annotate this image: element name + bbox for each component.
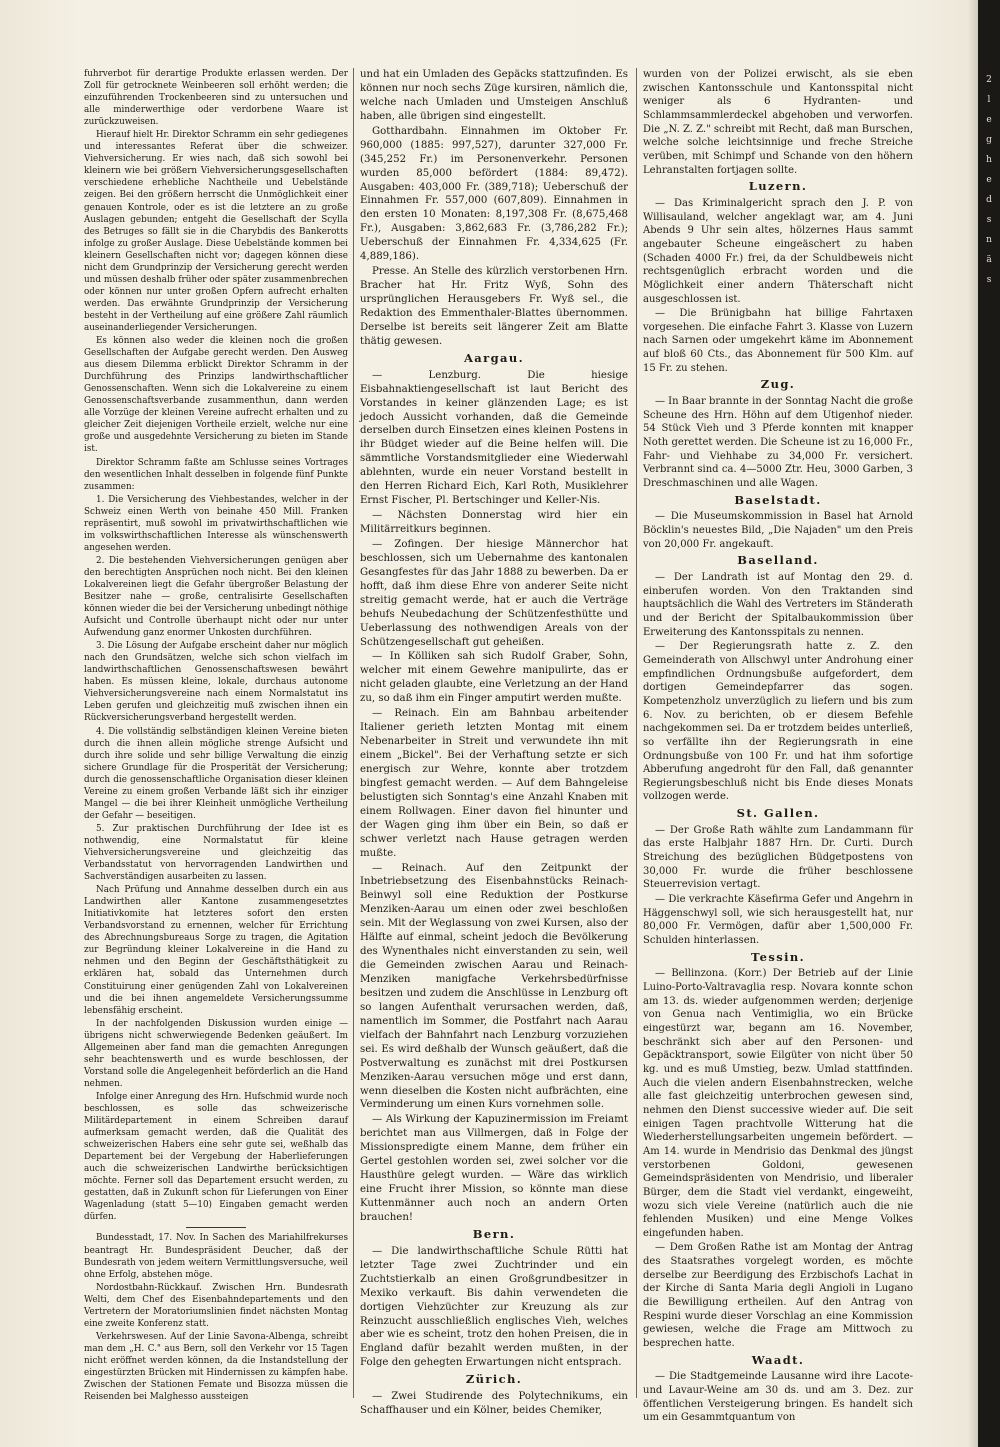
section-heading-baselstadt: Baselstadt. <box>734 492 822 507</box>
paragraph: — Die landwirthschaftliche Schule Rütti hat letzter Tage zwei Zuchtrinder und ein Zuchtstierkalb an einen Großgrundbesitzer in Mexiko verkauft. Bis dahin verwendeten die dortigen Viehzüchter zur Kreuzung als zur Reinzucht ausschließlich englisches Vieh, welches aber wie es scheint, trotz den hohen Preisen, die in England dafür bezahlt werden mußten, in der Folge den gehegten Erwartungen nicht entsprach. <box>360 1245 628 1369</box>
bleed-letter: s <box>986 275 992 285</box>
column-2 <box>360 68 628 1419</box>
paragraph: In der nachfolgenden Diskussion wurden einige — übrigens nicht schwerwiegende Bedenken geäußert. Im Allgemeinen aber fand man die gemachten Anregungen sehr beachtenswerth und es wurde beschlossen, der Vorstand solle die Angelegenheit beförderlich an die Hand nehmen. <box>84 1018 348 1089</box>
bleed-letter: e <box>986 115 992 125</box>
bleed-letter: n <box>986 235 992 245</box>
paragraph: — Reinach. Ein am Bahnbau arbeitender Italiener gerieth letzten Montag mit einem Nebenarbeiter in Streit und verwundete ihn mit einem „Bickel". Bei der Verhaftung setzte er sich energisch zur Wehre, konnte aber trotzdem bingfest gemacht werden. — Auf dem Bahngeleise belustigten sich Sonntag's eine Anzahl Knaben mit einem Rollwagen. Einer davon fiel hinunter und der Wagen ging ihm über ein Bein, so daß er schwer verletzt nach Hause getragen werden mußte. <box>360 708 628 859</box>
bleed-letter: ä <box>986 255 992 265</box>
paragraph: und hat ein Umladen des Gepäcks stattzufinden. Es können nur noch sechs Züge kursiren, nämlich die, welche nach Umladen und Umsteigen Anschluß haben, alle übrigen sind eingestellt. <box>360 69 628 122</box>
paragraph: — Als Wirkung der Kapuzinermission im Freiamt berichtet man aus Villmergen, daß in Folge der Missionspredigte einem Manne, dem früher ein Gertel gestohlen worden sei, zwei solcher vor die Hausthüre gelegt wurden. — Wäre das wirklich eine Frucht ihrer Mission, so könnte man diese Kuttenmänner auch noch an andern Orten brauchen! <box>360 1114 628 1223</box>
bleed-letter: d <box>986 195 992 205</box>
paragraph: Hierauf hielt Hr. Direktor Schramm ein sehr gediegenes und interessantes Referat über die schweizer. Viehversicherung. Er wies nach, daß sich sowohl bei kleinern wie bei größern Viehversicherungsgesellschaften verschiedene erhebliche Nachtheile und Uebelstände zeigen. Bei den größern herrscht die Unmöglichkeit einer genauen Kontrole, oder es ist die letztere an zu große Auslagen gebunden; entgeht die Gesellschaft der Scylla des Betruges so fällt sie in die Charybdis des Bankerotts infolge zu großer Auslage. Diese Uebelstände kommen bei kleinern Gesellschaften nicht vor; dagegen können diese nicht dem Grundprinzip der Versicherung gerecht werden und müssen deshalb früher oder später zusammenbrechen oder können nur unter großen Opfern aufrecht erhalten werden. Das erwähnte Grundprinzip der Versicherung besteht in der Vertheilung auf eine größere Zahl räumlich auseinanderliegender Versicherungen. <box>84 130 348 333</box>
column-3 <box>643 68 913 1426</box>
section-heading-luzern: Luzern. <box>748 179 808 194</box>
paragraph: — Lenzburg. Die hiesige Eisbahnaktiengesellschaft ist laut Bericht des Vorstandes in keiner glänzenden Lage; es ist jedoch Aussicht vorhanden, daß die Gemeinde derselben durch Einsetzen eines kleinen Postens in ihr Büdget wieder auf die Beine helfen will. Die sämmtliche Vorstandsmitglieder eine Wiederwahl ablehnten, wurde ein neuer Vorstand bestellt in den Herren Richard Eich, Karl Roth, Musiklehrer Ernst Fischer, Pl. Bertschinger und Keller-Nis. <box>360 369 628 507</box>
paragraph: — Die verkrachte Käsefirma Gefer und Angehrn in Häggenschwyl soll, wie sich herausgestellt hat, nur 80,000 Fr. Vermögen, dafür aber 1,500,000 Fr. Schulden hinterlassen. <box>643 894 913 947</box>
paragraph: — Die Brünigbahn hat billige Fahrtaxen vorgesehen. Die einfache Fahrt 3. Klasse von Luzern nach Sarnen oder umgekehrt käme im Abonnement auf bloß 60 Cts., das Abonnement für 500 Klm. auf 15 Fr. zu stehen. <box>643 308 913 374</box>
section-heading-bern: Bern. <box>472 1226 516 1241</box>
paragraph: Nordostbahn-Rückkauf. Zwischen Hrn. Bundesrath Welti, dem Chef des Eisenbahndepartements und den Vertretern der Moratoriumslinien findet nächsten Montag eine zweite Konferenz statt. <box>84 1282 348 1329</box>
bleed-letter: g <box>986 135 992 145</box>
paragraph: — Die Museumskommission in Basel hat Arnold Böcklin's neuestes Bild, „Die Najaden" um den Preis von 20,000 Fr. angekauft. <box>643 511 913 550</box>
paragraph: — Der Landrath ist auf Montag den 29. d. einberufen worden. Von den Traktanden sind hauptsächlich die Wahl des Vertreters im Ständerath und der Bericht der Spitalbaukommission über Erweiterung des Kantonsspitals zu nennen. <box>643 571 913 638</box>
paragraph: Es können also weder die kleinen noch die großen Gesellschaften der Aufgabe gerecht werden. Den Ausweg aus diesem Dilemma erblickt Direktor Schramm in der Durchführung des Prinzips landwirthschaftlicher Genossenschaften. Wenn sich die Lokalvereine zu einem Genossenschaftsverbande zusammenthun, dann werden alle Vorzüge der kleinen Vereine aufrecht erhalten und zu gleicher Zeit diejenigen Vortheile erzielt, welche nur eine große und ausgedehnte Versicherung zu bieten im Stande ist. <box>84 336 348 455</box>
paragraph: Presse. An Stelle des kürzlich verstorbenen Hrn. Bracher hat Hr. Fritz Wyß, Sohn des ursprünglichen Herausgebers Fr. Wyß sel., die Redaktion des Emmenthaler-Blattes übernommen. Derselbe ist bereits seit längerer Zeit am Blatte thätig gewesen. <box>360 266 628 347</box>
section-heading-zug: Zug. <box>760 377 796 392</box>
paragraph: — In Baar brannte in der Sonntag Nacht die große Scheune des Hrn. Höhn auf dem Utigenhof nieder. 54 Stück Vieh und 3 Pferde konnten mit knapper Noth gerettet werden. Die Scheune ist zu 16,000 Fr., Fahr- und Viehhabe zu 34,000 Fr. versichert. Verbrannt sind ca. 4—5000 Ztr. Heu, 3000 Garben, 3 Dreschmaschinen und alle Wagen. <box>643 396 913 490</box>
paragraph: 3. Die Lösung der Aufgabe erscheint daher nur möglich nach den Grundsätzen, welche sich schon vielfach im landwirthschaftlichen Genossenschaftswesen bewährt haben. Es müssen kleine, lokale, durchaus autonome Viehversicherungsvereine nach einem Normalstatut ins Leben gerufen und gleichzeitig muß zwischen ihnen ein Rückversicherungsverband hergestellt werden. <box>84 641 348 724</box>
paragraph: wurden von der Polizei erwischt, als sie eben zwischen Kantonsschule und Kantonsspital nicht weniger als 6 Hydranten- und Schlammsammlerdeckel abgehoben und verworfen. Die „N. Z. Z." schreibt mit Recht, daß man Burschen, welche solche leichtsinnige und freche Streiche verüben, mit Schimpf und Schande von den höhern Lehranstalten fortjagen sollte. <box>643 69 913 176</box>
paragraph: — Bellinzona. (Korr.) Der Betrieb auf der Linie Luino-Porto-Valtravaglia resp. Novara konnte schon am 13. ds. wieder aufgenommen werden; derjenige von Genua nach Ventimiglia, wo ein Brücke eingestürzt war, begann am 16. November, beschränkt sich aber auf den Personen- und Gepäcktransport, sowie Eilgüter von nicht über 50 kg. und es muß Umstieg, bezw. Umlad stattfinden. Auch die vielen andern Eisenbahnstrecken, welche alle fast gleichzeitig unterbrochen gewesen sind, nehmen den Dienst successive wieder auf. Die seit einigen Tagen prachtvolle Witterung hat die Wiederherstellungsarbeiten ungemein befördert. — Am 14. wurde in Mendrisio das Denkmal des jüngst verstorbenen Goldoni, gewesenen Gemeindspräsidenten von Mendrisio, und liberaler Bürger, dem die Stadt viel verdankt, eingeweiht, wozu sich viele Vereine (natürlich auch die nie fehlenden Musiken) und eine Menge Volkes eingefunden haben. <box>643 968 913 1239</box>
paragraph: Bundesstadt, 17. Nov. In Sachen des Mariahilfrekurses beantragt Hr. Bundespräsident Deucher, daß der Bundesrath von jedem weitern Vermittlungsversuche, weil ohne Erfolg, abstehen möge. <box>84 1233 348 1280</box>
paragraph: — Zofingen. Der hiesige Männerchor hat beschlossen, sich um Uebernahme des kantonalen Gesangfestes für das Jahr 1888 zu bewerben. Da er hofft, daß ihm diese Ehre von anderer Seite nicht streitig gemacht werde, hat er auch die Verträge behufs Neubedachung der Schützenfesthütte und Ueberlassung des nothwendigen Areals von der Schützengesellschaft gut geheißen. <box>360 538 628 648</box>
column-1 <box>84 68 348 1404</box>
separator <box>186 1227 246 1228</box>
paragraph: Nach Prüfung und Annahme desselben durch ein aus Landwirthen aller Kantone zusammengesetztes Initiativkomite hat letzteres sofort den ersten Verbandsvorstand zu ernennen, welcher für Errichtung des Abrechnungsbureaus Sorge zu tragen, die Agitation zur Begründung kleiner Lokalvereine in die Hand zu nehmen und den Beginn der Geschäftsthätigkeit zu erklären hat, sobald das Unternehmen durch Constituirung einer genügenden Zahl von Lokalvereinen und die bei ihnen angemeldete Versicherungssumme lebensfähig erscheint. <box>84 885 348 1016</box>
paragraph: Direktor Schramm faßte am Schlusse seines Vortrages den wesentlichen Inhalt desselben in folgende fünf Punkte zusammen: <box>84 457 348 492</box>
section-heading-zuerich: Zürich. <box>465 1372 523 1387</box>
bleed-letter: s <box>986 215 992 225</box>
paragraph: — In Kölliken sah sich Rudolf Graber, Sohn, welcher mit einem Gewehre manipulirte, das er nicht geladen glaubte, eine Verletzung an der Hand zu, so daß ihm ein Finger amputirt werden mußte. <box>360 651 628 705</box>
section-heading-waadt: Waadt. <box>751 1352 805 1367</box>
paragraph: fuhrverbot für derartige Produkte erlassen werden. Der Zoll für getrocknete Weinbeeren soll erhöht werden; die einzuführenden Trockenbeeren sind zu untersuchen und alle minderwerthige oder verdorbene Waare ist zurückzuweisen. <box>84 69 348 128</box>
paragraph: — Das Kriminalgericht sprach den J. P. von Willisauland, welcher angeklagt war, am 4. Juni Abends 9 Uhr sein altes, hölzernes Haus sammt angebauter Scheune eingeäschert zu haben (Schaden 4000 Fr.) frei, da der Schuldbeweis nicht rechtsgenüglich erbracht worden und die Möglichkeit einer andern Thäterschaft nicht ausgeschlossen ist. <box>643 197 913 305</box>
paragraph: — Nächsten Donnerstag wird hier ein Militärreitkurs beginnen. <box>360 510 628 535</box>
column-rule <box>636 68 637 1398</box>
section-heading-baselland: Baselland. <box>737 553 819 568</box>
paragraph: 1. Die Versicherung des Viehbestandes, welcher in der Schweiz einen Werth von beinahe 450 Mill. Franken repräsentirt, muß sowohl im privatwirthschaftlichen wie im volkswirthschaftlichen Interesse als wünschenswerth angesehen werden. <box>84 494 348 553</box>
bleed-letter: e <box>986 175 992 185</box>
adjacent-page-edge <box>978 0 1000 1447</box>
paragraph: — Dem Großen Rathe ist am Montag der Antrag des Staatsrathes vorgelegt worden, es möchte derselbe zur Beerdigung des Erzbischofs Lachat in der Kirche di Santa Maria degli Angioli in Lugano die Bewilligung ertheilen. Auf den Antrag von Respini wurde dieser Vorschlag an eine Kommission gewiesen, welche die Frage am Mittwoch zu besprechen hatte. <box>643 1242 913 1350</box>
paragraph: — Die Stadtgemeinde Lausanne wird ihre Lacote- und Lavaur-Weine am 30 ds. und am 3. Dez. zur öffentlichen Versteigerung bringen. Es handelt sich um ein Gesammtquantum von <box>643 1371 913 1424</box>
paragraph: Infolge einer Anregung des Hrn. Hufschmid wurde noch beschlossen, es solle das schweizerische Militärdepartement in einem Schreiben darauf aufmerksam gemacht werden, daß die Qualität des schweizerischen Habers eine sehr gute sei, weßhalb das Departement bei der Vergebung der Haberlieferungen auch die schweizerischen Landwirthe berücksichtigen möchte. Ferner soll das Departement ersucht werden, zu gestatten, daß in Zukunft schon für Lieferungen von Einer Wagenladung (statt 5—10) Eingaben gemacht werden dürfen. <box>84 1091 349 1223</box>
paragraph: Gotthardbahn. Einnahmen im Oktober Fr. 960,000 (1885: 997,527), darunter 327,000 Fr. (345,252 Fr.) im Personenverkehr. Personen wurden 85,000 befördert (1884: 89,472). Ausgaben: 403,000 Fr. (389,718); Ueberschuß der Einnahmen Fr. 557,000 (607,809). Einnahmen in den ersten 10 Monaten: 8,197,308 Fr. (8,675,468 Fr.), Ausgaben: 3,862,683 Fr. (3,786,282 Fr.); Ueberschuß der Einnahmen Fr. 4,334,625 (Fr. 4,889,186). <box>360 125 628 263</box>
section-heading-st-gallen: St. Gallen. <box>736 806 820 821</box>
paragraph: — Zwei Studirende des Polytechnikums, ein Schaffhauser und ein Kölner, beides Chemiker, <box>360 1391 628 1417</box>
section-heading-tessin: Tessin. <box>750 949 806 964</box>
paragraph: 5. Zur praktischen Durchführung der Idee ist es nothwendig, eine Normalstatut für kleine Viehversicherungsvereine und gleichzeitig das Verbandsstatut von hervorragenden Landwirthen und Sachverständigen ausarbeiten zu lassen. <box>84 823 348 883</box>
bleed-letter: 2 <box>986 75 992 85</box>
adjacent-page-letters <box>980 70 998 290</box>
bleed-letter: h <box>986 155 992 165</box>
paragraph: 2. Die bestehenden Viehversicherungen genügen aber den berechtigten Ansprüchen noch nicht. Bei den kleinen Lokalvereinen liegt die Gefahr übergroßer Belastung der Besitzer nahe — große, centralisirte Gesellschaften können wieder die bei der Versicherung unbedingt nöthige Aufsicht und Controlle überhaupt nicht oder nur unter Aufwendung ganz enormer Unkosten durchführen. <box>84 555 348 639</box>
paragraph: 4. Die vollständig selbständigen kleinen Vereine bieten durch die ihnen allein mögliche strenge Aufsicht und durch ihre solide und sehr billige Verwaltung die einzig sichere Grundlage für die Prosperität der Versicherung; durch die genossenschaftliche Organisation dieser kleinen Vereine zu einem großen Verbande läßt sich ihr einziger Mangel — die bei ihrer Kleinheit unmögliche Vertheilung der Gefahr — beseitigen. <box>84 726 348 821</box>
paragraph: Verkehrswesen. Auf der Linie Savona-Albenga, schreibt man dem „H. C." aus Bern, soll den Verkehr vor 15 Tagen nicht eröffnet werden können, da die Instandstellung der eingestürzten Brücken mit Hindernissen zu kämpfen habe. Zwischen der Stationen Femate und Bisozza müssen die Reisenden bei Malghesso aussteigen <box>84 1331 348 1403</box>
page-gutter-shadow <box>968 0 978 1447</box>
paragraph: — Reinach. Auf den Zeitpunkt der Inbetriebsetzung des Eisenbahnstücks Reinach-Beinwyl soll eine Reduktion der Postkurse Menziken-Aarau um einen oder zwei beschloßen sein. Mit der Weglassung von zwei Kursen, also der Hälfte auf einmal, scheint jedoch die Bevölkerung des Wynenthales nicht einverstanden zu sein, weil die Gemeinden zwischen Aarau und Reinach-Menziken manigfache Verkehrsbedürfnisse besitzen und zudem die Anschlüsse in Lenzburg oft so langen Aufenthalt verursachen werden, daß, namentlich im Sommer, die Postfahrt nach Aarau vielfach der Bahnfahrt nach Lenzburg vorzuziehen sei. Es wird deßhalb der Wunsch geäußert, daß die Postverwaltung es zunächst mit drei Postkursen Menziken-Aarau versuchen möge und erst dann, wenn dieselben die Kosten nicht aufbrächten, eine Verminderung um einen Kurs vornehmen solle. <box>360 862 628 1111</box>
paragraph: — Der Regierungsrath hatte z. Z. den Gemeinderath von Allschwyl unter Androhung einer empfindlichen Ordnungsbuße aufgefordert, dem dortigen Gemeindepfarrer das sogen. Kompetenzholz unverzüglich zu liefern und bis zum 6. Nov. zu berichten, ob er diesem Befehle nachgekommen sei. Da er trotzdem beides unterließ, so verfällte ihn der Regierungsrath in eine Ordnungsbuße von 100 Fr. und hat ihm sofortige Abberufung angedroht für den Fall, daß genannter Regierungsbeschluß nicht bis Ende dieses Monats vollzogen werde. <box>643 641 913 803</box>
column-rule <box>353 68 354 1398</box>
section-heading-aargau: Aargau. <box>463 350 525 365</box>
bleed-letter: l <box>987 95 991 105</box>
paragraph: — Der Große Rath wählte zum Landammann für das erste Halbjahr 1887 Hrn. Dr. Curti. Durch Streichung des bezüglichen Büdgetpostens von 30,000 Fr. wurde die früher beschlossene Steuerrevision vertagt. <box>643 824 913 891</box>
